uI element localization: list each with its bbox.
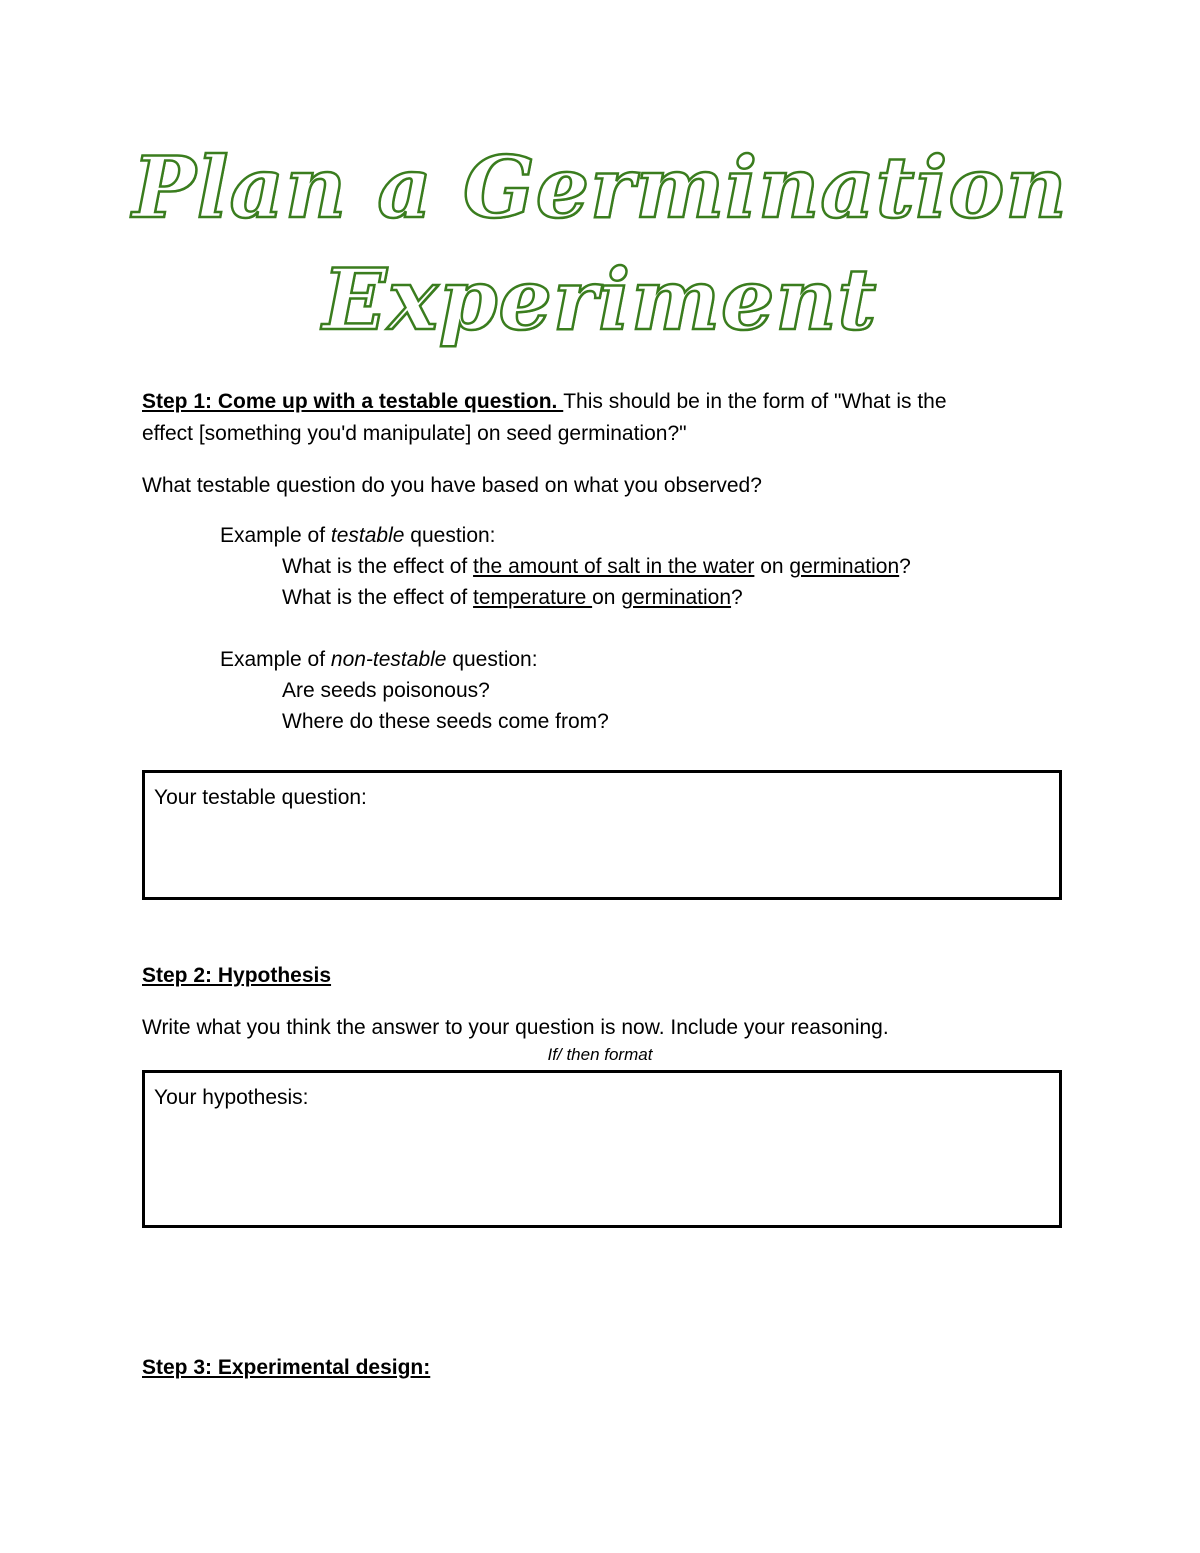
example-text: ?: [731, 586, 743, 609]
step1-heading: Step 1: Come up with a testable question.: [142, 390, 564, 413]
hypothesis-answer-box[interactable]: [142, 1070, 1062, 1228]
example-variable: the amount of salt in the water: [473, 555, 755, 578]
label-text: Example of: [220, 524, 331, 547]
label-emphasis: testable: [330, 524, 405, 547]
hypothesis-box-label: Your hypothesis:: [154, 1086, 309, 1109]
nontestable-example-1: Are seeds poisonous?: [282, 679, 490, 702]
step1-intro-line2: effect [something you'd manipulate] on seed germination?": [142, 422, 687, 445]
step3-heading: Step 3: Experimental design:: [142, 1356, 431, 1379]
example-text: What is the effect of: [282, 555, 474, 578]
example-text: on: [754, 555, 790, 578]
step1-intro-text: This should be in the form of "What is the: [563, 390, 947, 413]
label-text: question:: [404, 524, 496, 547]
testable-question-box-label: Your testable question:: [154, 786, 367, 809]
page-title-line-1: Plan a Germination: [132, 138, 1068, 237]
example-text: What is the effect of: [282, 586, 474, 609]
testable-example-1: [282, 551, 911, 582]
step1-prompt: What testable question do you have based on what you observed?: [142, 474, 762, 497]
page-title-line-2: Experiment: [322, 250, 878, 349]
example-outcome: germination: [789, 555, 900, 578]
step1-intro: [142, 386, 947, 417]
testable-question-answer-box[interactable]: [142, 770, 1062, 900]
label-text: question:: [446, 648, 538, 671]
label-text: Example of: [220, 648, 331, 671]
label-emphasis: non-testable: [330, 648, 447, 671]
example-text: on: [592, 586, 622, 609]
step2-heading: Step 2: Hypothesis: [142, 964, 332, 987]
testable-example-2: [282, 582, 743, 613]
step2-prompt: Write what you think the answer to your question is now. Include your reasoning.: [142, 1016, 889, 1039]
nontestable-example-label: [220, 644, 538, 675]
example-outcome: germination: [621, 586, 732, 609]
nontestable-example-2: Where do these seeds come from?: [282, 710, 609, 733]
example-text: ?: [899, 555, 911, 578]
step2-format-note: If/ then format: [547, 1045, 653, 1064]
testable-example-label: [220, 520, 496, 551]
example-variable: temperature: [473, 586, 593, 609]
